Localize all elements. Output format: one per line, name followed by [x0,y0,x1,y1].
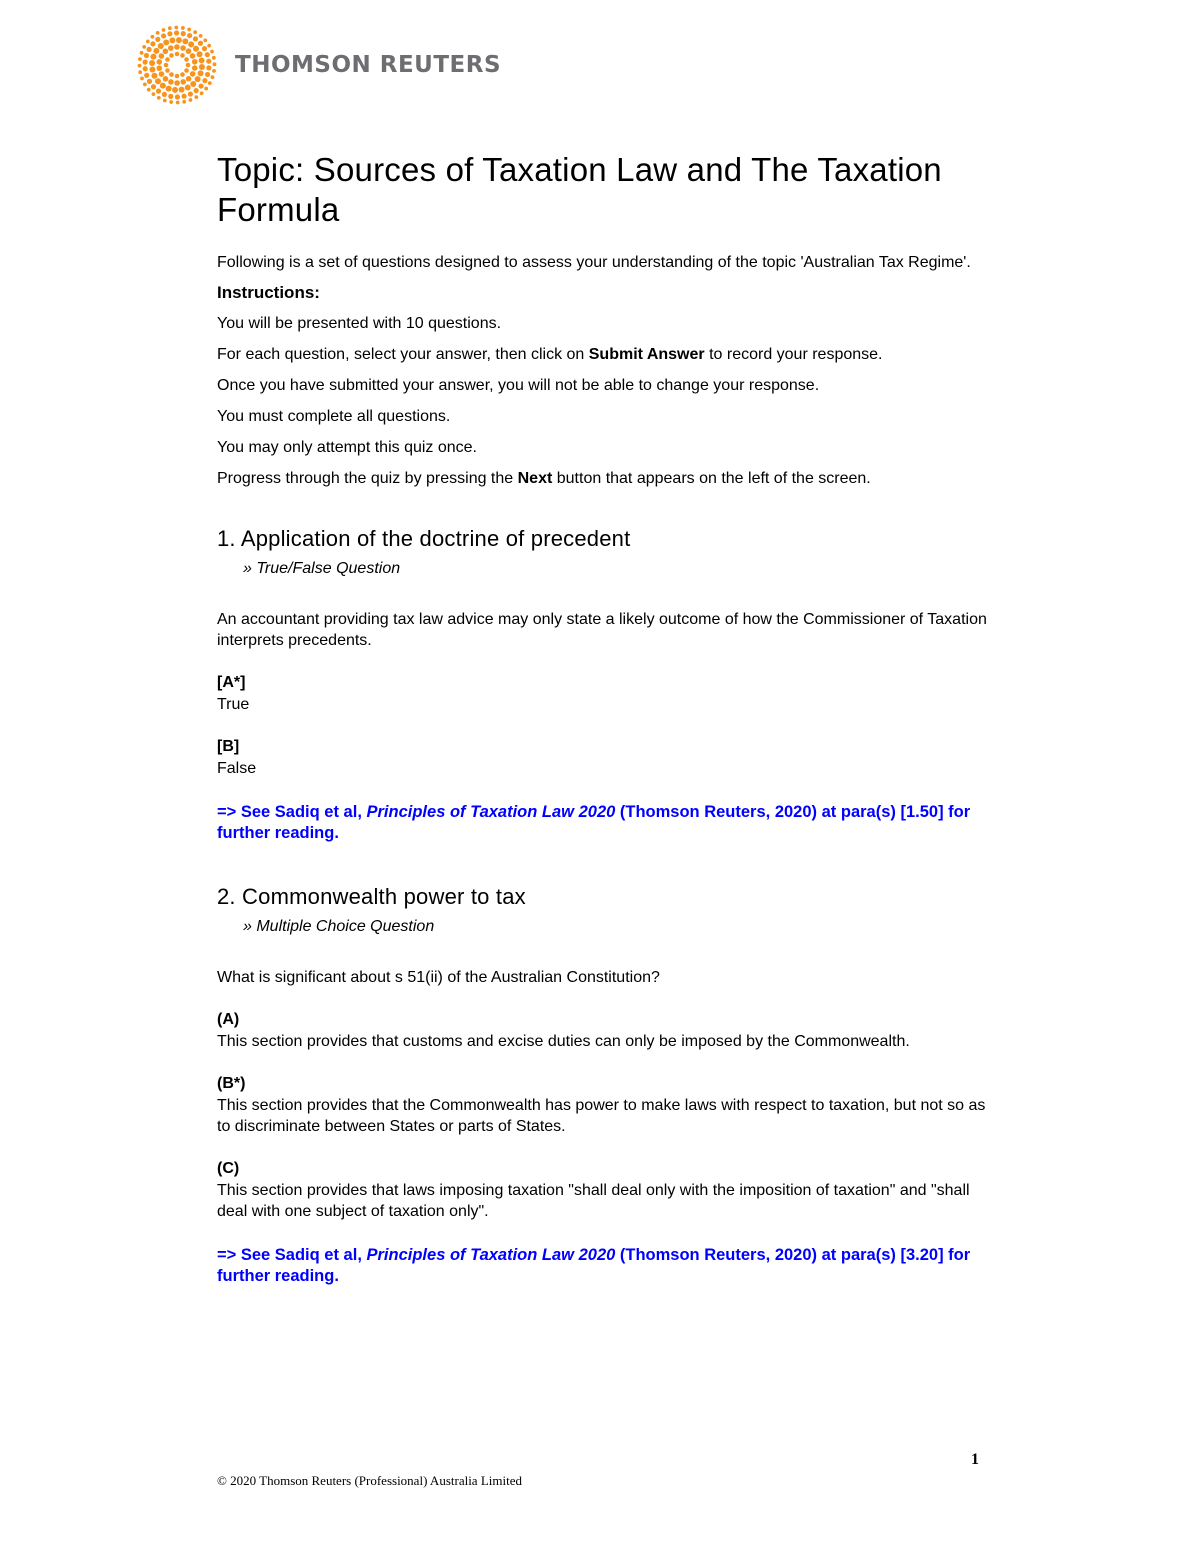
document-body [217,150,987,1304]
option-label: (A) [217,1011,240,1028]
option-text: False [217,760,257,777]
question-type: » Multiple Choice Question [243,918,435,935]
further-reading-reference: => See Sadiq et al, Principles of Taxation Law 2020 (Thomson Reuters, 2020) at para(s) [3.20] for further reading. [217,1246,971,1285]
option-label: [A*] [217,674,246,691]
instructions-heading: Instructions: [217,283,320,302]
page-title: Topic: Sources of Taxation Law and The Taxation Formula [217,151,942,228]
instruction-item: You must complete all questions. [217,408,451,425]
answer-option [217,1158,987,1222]
option-label: [B] [217,738,240,755]
question-text: What is significant about s 51(ii) of the Australian Constitution? [217,969,660,986]
option-label: (C) [217,1160,240,1177]
question-2 [217,883,987,1287]
instruction-item: Once you have submitted your answer, you will not be able to change your response. [217,377,820,394]
option-text: This section provides that laws imposing taxation "shall deal only with the imposition of taxation" and "shall deal with one subject of taxation only". [217,1182,970,1220]
answer-option [217,672,987,715]
question-heading: 2. Commonwealth power to tax [217,884,526,909]
question-1 [217,525,987,844]
dotted-circle-logo-icon [137,25,217,105]
instruction-item: For each question, select your answer, then click on Submit Answer to record your response. [217,346,883,363]
instruction-item: You may only attempt this quiz once. [217,439,477,456]
page-number: 1 [971,1451,979,1468]
option-label: (B*) [217,1075,246,1092]
question-type: » True/False Question [243,560,401,577]
question-heading: 1. Application of the doctrine of precedent [217,526,631,551]
answer-option [217,736,987,779]
further-reading-reference: => See Sadiq et al, Principles of Taxation Law 2020 (Thomson Reuters, 2020) at para(s) [1.50] for further reading. [217,803,971,842]
instruction-item: Progress through the quiz by pressing the Next button that appears on the left of the screen. [217,470,871,487]
option-text: This section provides that customs and excise duties can only be imposed by the Commonwealth. [217,1033,910,1050]
brand-logo [137,26,501,104]
answer-option [217,1009,987,1052]
answer-option [217,1073,987,1137]
copyright-footer: © 2020 Thomson Reuters (Professional) Australia Limited [217,1473,522,1488]
intro-text: Following is a set of questions designed to assess your understanding of the topic 'Australian Tax Regime'. [217,254,971,271]
question-text: An accountant providing tax law advice may only state a likely outcome of how the Commissioner of Taxation interprets precedents. [217,611,987,649]
brand-name: THOMSON REUTERS [235,52,502,78]
option-text: This section provides that the Commonwealth has power to make laws with respect to taxation, but not so as to discriminate between States or parts of States. [217,1097,986,1135]
instruction-item: You will be presented with 10 questions. [217,315,502,332]
option-text: True [217,696,250,713]
instructions-list [217,313,987,489]
